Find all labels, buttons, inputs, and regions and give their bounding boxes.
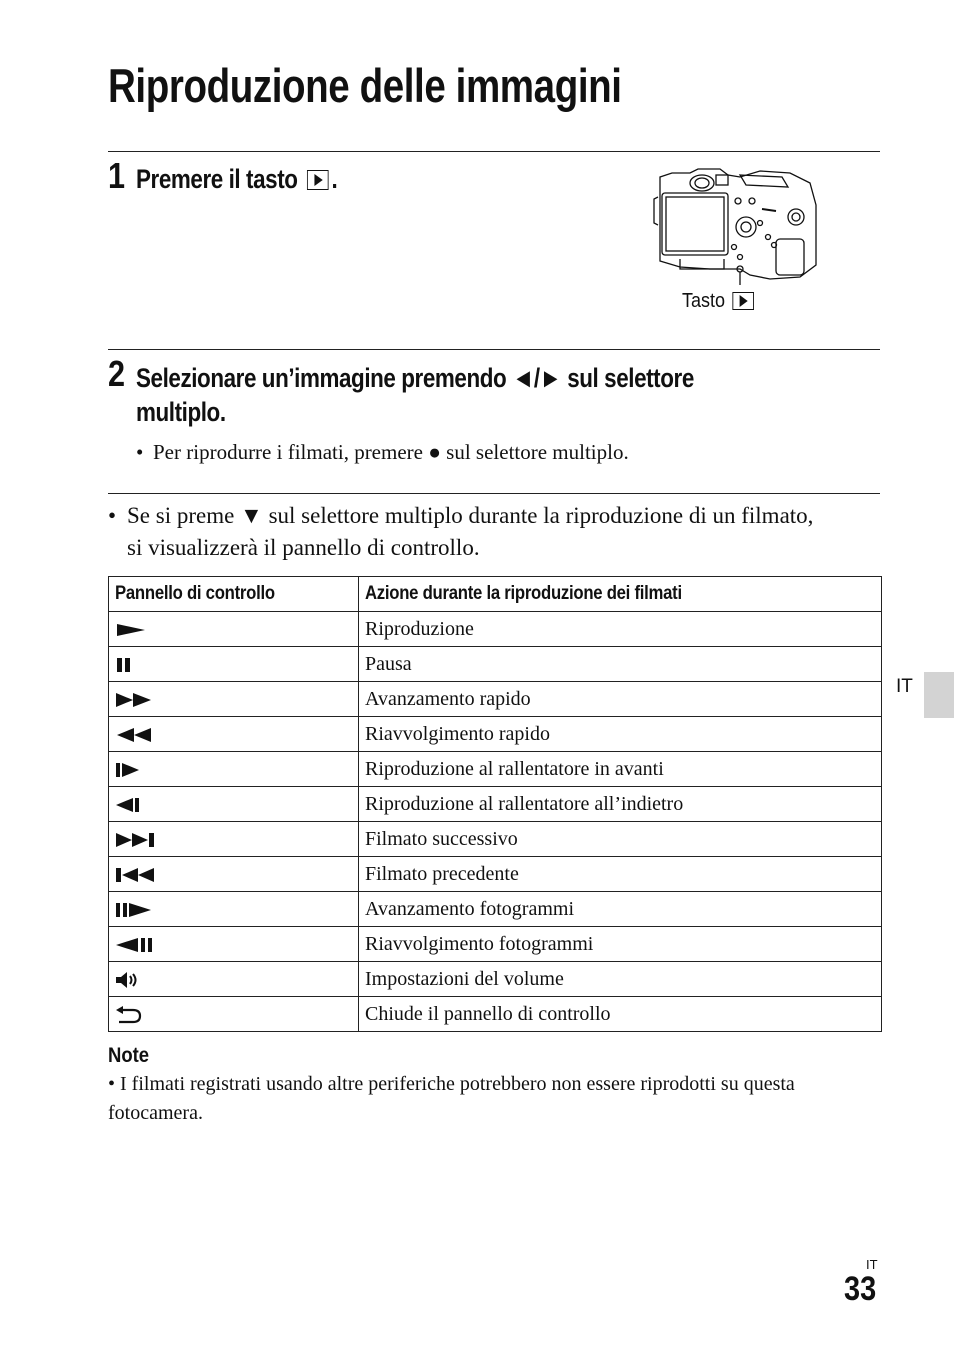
icon-cell <box>109 892 359 927</box>
action-cell: Filmato precedente <box>359 857 882 892</box>
action-cell: Riproduzione <box>359 612 882 647</box>
step-1-text: Premere il tasto <box>136 164 298 194</box>
table-row <box>109 787 882 822</box>
step-1-number: 1 <box>108 155 125 196</box>
page-language: IT <box>866 1257 878 1272</box>
note-heading: Note <box>108 1044 150 1067</box>
icon-cell <box>109 717 359 752</box>
icon-cell <box>109 962 359 997</box>
step-2-instruction <box>136 361 694 429</box>
slow-reverse-icon <box>115 797 141 813</box>
note-text: I filmati registrati usando altre periferiche potrebbero non essere riprodotti su questa fotocamera. <box>108 1073 795 1124</box>
figure-caption-text: Tasto <box>682 290 726 312</box>
action-cell: Riavvolgimento rapido <box>359 717 882 752</box>
side-language-tab <box>924 672 954 718</box>
action-cell: Filmato successivo <box>359 822 882 857</box>
fast-forward-icon <box>115 692 153 708</box>
play-icon <box>115 622 147 638</box>
step-2-number: 2 <box>108 353 125 394</box>
table-header-cell <box>109 577 359 612</box>
slow-forward-icon <box>115 762 141 778</box>
icon-cell <box>109 752 359 787</box>
camera-illustration <box>650 165 820 285</box>
info-bullet: • Se si preme ▼ sul selettore multiplo durante la riproduzione di un filmato, si visualizzerà il pannello di controllo. <box>127 500 813 564</box>
action-cell: Impostazioni del volume <box>359 962 882 997</box>
action-cell: Riavvolgimento fotogrammi <box>359 927 882 962</box>
step-1-period: . <box>331 164 338 194</box>
rewind-icon <box>115 727 153 743</box>
action-cell: Avanzamento fotogrammi <box>359 892 882 927</box>
step-2-sub-bullet-text: Per riprodurre i filmati, premere ● sul selettore multiplo. <box>153 440 629 464</box>
table-header-cell <box>359 577 882 612</box>
action-cell: Chiude il pannello di controllo <box>359 997 882 1032</box>
table-row <box>109 962 882 997</box>
next-movie-icon <box>115 832 157 848</box>
info-bullet-line-2: si visualizzerà il pannello di controllo. <box>127 535 480 560</box>
table-row <box>109 612 882 647</box>
step-2-line-2: multiplo. <box>136 397 226 427</box>
section-divider <box>108 493 880 494</box>
icon-cell <box>109 857 359 892</box>
icon-cell <box>109 787 359 822</box>
figure-caption <box>682 290 757 313</box>
play-button-icon <box>307 170 329 190</box>
frame-advance-icon <box>115 902 153 918</box>
control-panel-table <box>108 576 882 1032</box>
page-title: Riproduzione delle immagini <box>108 59 622 112</box>
action-cell: Pausa <box>359 647 882 682</box>
table-row <box>109 682 882 717</box>
play-button-icon <box>732 292 754 310</box>
table-row <box>109 997 882 1032</box>
return-icon <box>115 1005 143 1025</box>
table-header-row <box>109 577 882 612</box>
action-cell: Avanzamento rapido <box>359 682 882 717</box>
icon-cell <box>109 927 359 962</box>
action-cell: Riproduzione al rallentatore all’indietro <box>359 787 882 822</box>
icon-cell <box>109 647 359 682</box>
frame-rewind-icon <box>115 937 153 953</box>
note-item <box>108 1070 888 1128</box>
header-control-panel: Pannello di controllo <box>115 583 275 604</box>
page-number: 33 <box>844 1270 877 1308</box>
section-divider <box>108 151 880 152</box>
header-action: Azione durante la riproduzione dei filmati <box>365 583 682 604</box>
icon-cell <box>109 612 359 647</box>
previous-movie-icon <box>115 867 157 883</box>
table-row <box>109 717 882 752</box>
table-row <box>109 892 882 927</box>
icon-cell <box>109 822 359 857</box>
icon-cell <box>109 997 359 1032</box>
table-row <box>109 927 882 962</box>
table-row <box>109 857 882 892</box>
volume-icon <box>115 971 141 989</box>
section-divider <box>108 349 880 350</box>
table-row <box>109 647 882 682</box>
table-row <box>109 822 882 857</box>
note-bullet: • <box>108 1073 121 1095</box>
table-row <box>109 752 882 787</box>
step-2-sub-bullet: • Per riprodurre i filmati, premere ● sul selettore multiplo. <box>136 440 629 464</box>
pause-icon <box>115 657 135 673</box>
info-bullet-line-1: Se si preme ▼ sul selettore multiplo durante la riproduzione di un filmato, <box>127 503 814 528</box>
step-1-instruction <box>136 162 337 196</box>
action-cell: Riproduzione al rallentatore in avanti <box>359 752 882 787</box>
side-language-label: IT <box>896 676 913 697</box>
icon-cell <box>109 682 359 717</box>
step-2-line-1: Selezionare un’immagine premendo ◄/► sul selettore <box>136 363 694 393</box>
